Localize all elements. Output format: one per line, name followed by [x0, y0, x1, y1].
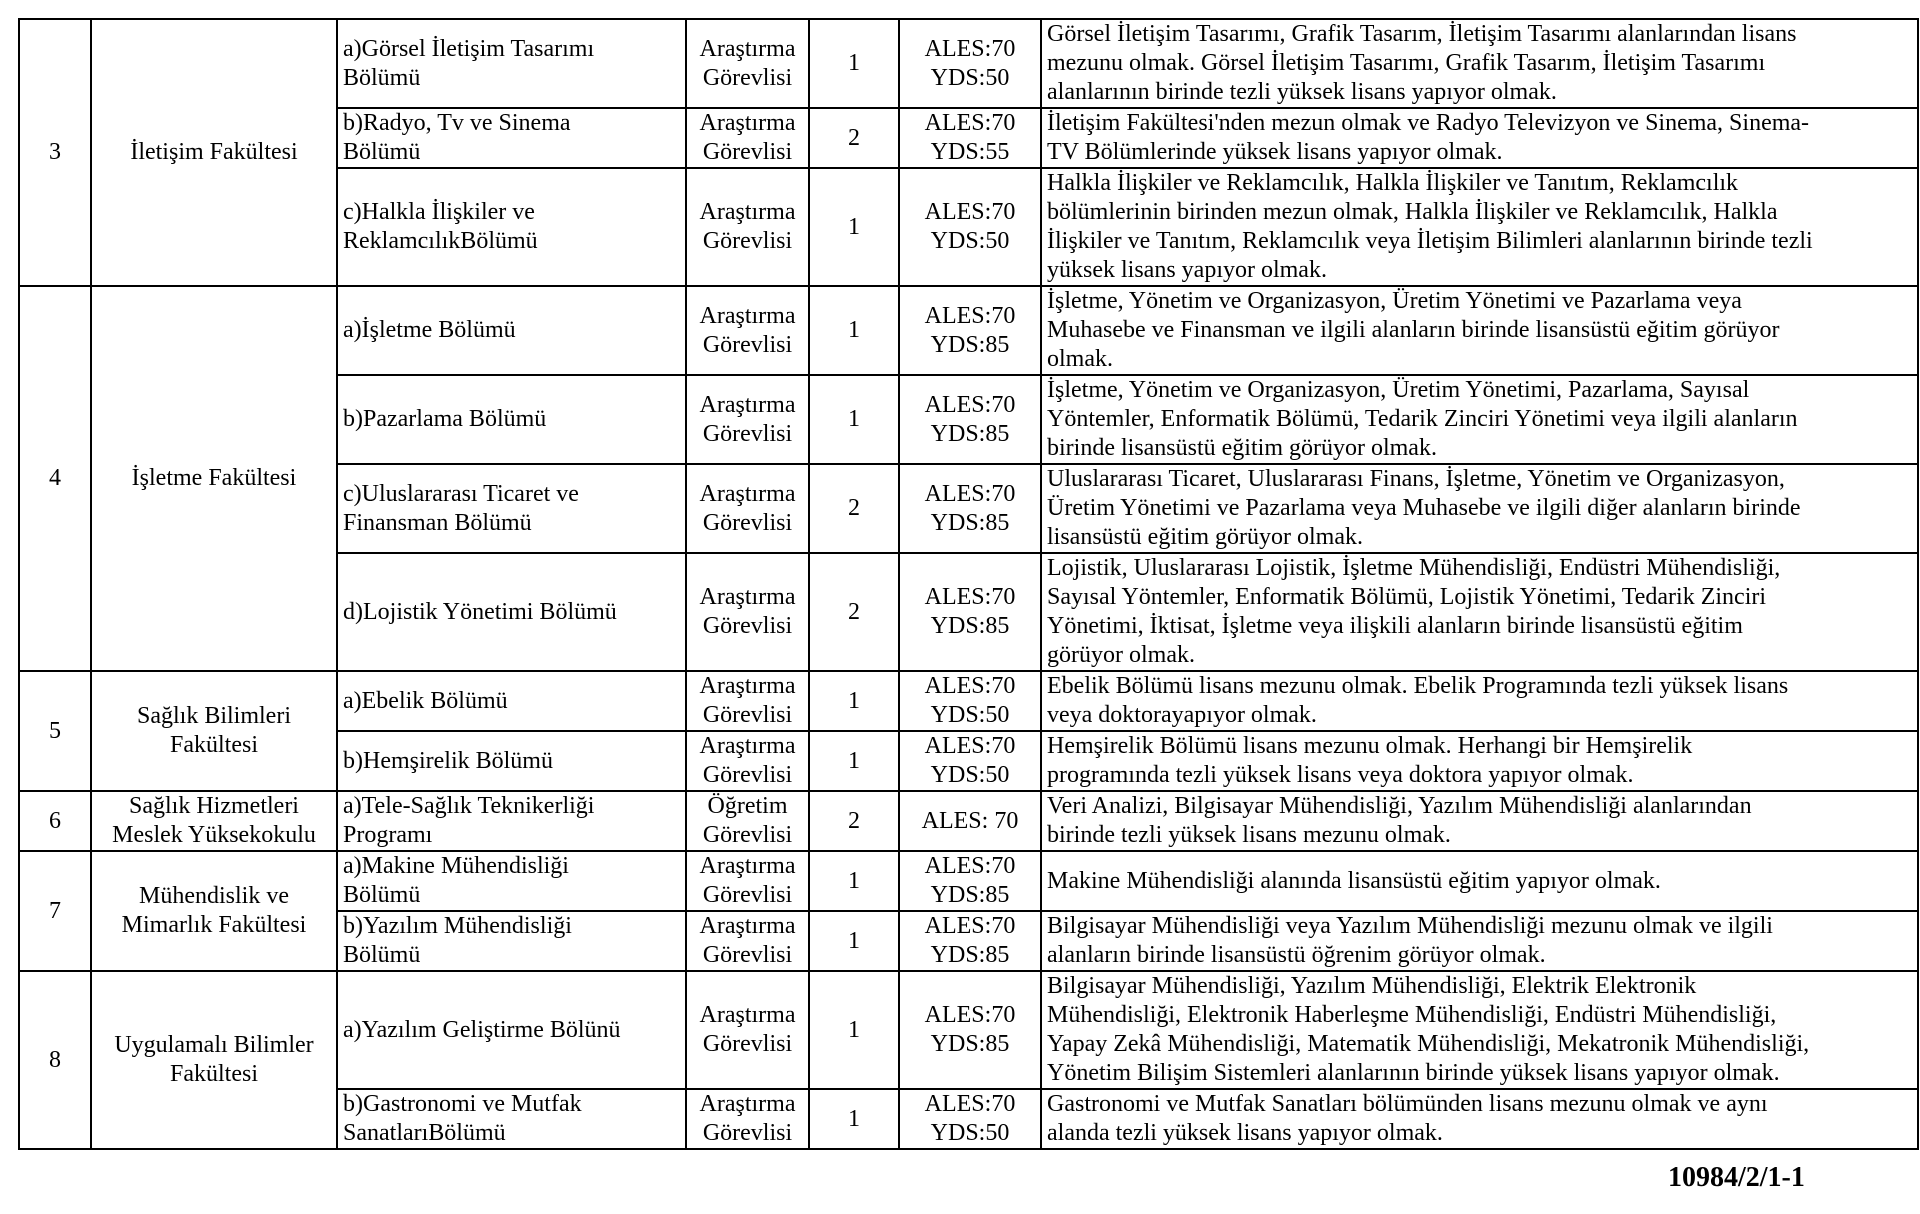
position-count: 2 [809, 791, 899, 851]
faculty-name-line: İşletme Fakültesi [131, 465, 297, 491]
department-name [337, 971, 686, 1089]
department-name [337, 1089, 686, 1149]
exam-scores-line: YDS:85 [930, 942, 1010, 968]
requirements-text [1041, 791, 1918, 851]
requirements-text-line: alanlarının birinde tezli yüksek lisans yapıyor olmak. [1047, 79, 1557, 105]
exam-scores-line: YDS:85 [930, 420, 1010, 447]
exam-scores [899, 911, 1041, 971]
department-name [337, 791, 686, 851]
requirements-text [1041, 731, 1918, 791]
requirements-text-line: bölümlerinin birinden mezun olmak, Halkla İlişkiler ve Reklamcılık, Halkla [1047, 199, 1778, 225]
row-number: 7 [19, 851, 91, 971]
position-count: 1 [809, 911, 899, 971]
row-number: 3 [19, 19, 91, 286]
table-row [19, 971, 1918, 1089]
faculty-name-line: İletişim Fakültesi [130, 139, 298, 165]
position-title [686, 464, 809, 553]
requirements-text-line: Gastronomi ve Mutfak Sanatları bölümünden lisans mezunu olmak ve aynı [1047, 1091, 1768, 1117]
faculty-name [91, 19, 337, 286]
department-name-line: c)Uluslararası Ticaret ve [343, 480, 579, 507]
position-title-line: Görevlisi [702, 1120, 793, 1146]
faculty-name [91, 791, 337, 851]
position-title-line: Görevlisi [702, 331, 793, 358]
faculty-name-line: Sağlık Hizmetleri [129, 793, 299, 819]
requirements-text-line: lisansüstü eğitim görüyor olmak. [1047, 524, 1363, 550]
position-title-line: Görevlisi [702, 420, 793, 447]
department-name-line: Bölümü [343, 64, 421, 91]
position-title-line: Görevlisi [702, 942, 793, 968]
department-name-line: ReklamcılıkBölümü [343, 228, 538, 254]
requirements-text-line: İlişkiler ve Tanıtım, Reklamcılık veya İletişim Bilimleri alanlarının birinde tezli [1047, 228, 1813, 254]
position-title-line: Görevlisi [702, 762, 793, 788]
exam-scores [899, 1089, 1041, 1149]
position-title-line: Görevlisi [702, 64, 793, 91]
table-row [19, 851, 1918, 911]
position-title [686, 19, 809, 108]
exam-scores-line: ALES: 70 [921, 807, 1019, 834]
department-name [337, 19, 686, 108]
row-number: 8 [19, 971, 91, 1149]
exam-scores [899, 971, 1041, 1089]
faculty-name-line: Meslek Yüksekokulu [112, 822, 316, 848]
requirements-text [1041, 971, 1918, 1089]
requirements-text-line: görüyor olmak. [1047, 642, 1195, 668]
exam-scores-line: ALES:70 [924, 35, 1016, 62]
requirements-text-line: yüksek lisans yapıyor olmak. [1047, 257, 1327, 283]
faculty-name-line: Uygulamalı Bilimler [114, 1032, 314, 1058]
table-row [19, 286, 1918, 375]
requirements-text [1041, 1089, 1918, 1149]
department-name [337, 108, 686, 168]
exam-scores [899, 168, 1041, 286]
requirements-text-line: Üretim Yönetimi ve Pazarlama veya Muhasebe ve ilgili diğer alanların birinde [1047, 495, 1801, 521]
exam-scores [899, 464, 1041, 553]
requirements-text [1041, 911, 1918, 971]
position-title [686, 168, 809, 286]
requirements-text-line: Bilgisayar Mühendisliği veya Yazılım Mühendisliği mezunu olmak ve ilgili [1047, 913, 1773, 939]
exam-scores-line: ALES:70 [924, 391, 1016, 418]
requirements-text-line: İşletme, Yönetim ve Organizasyon, Üretim Yönetimi, Pazarlama, Sayısal [1047, 377, 1750, 403]
department-name-line: d)Lojistik Yönetimi Bölümü [343, 598, 617, 625]
exam-scores-line: ALES:70 [924, 1091, 1016, 1117]
exam-scores [899, 851, 1041, 911]
requirements-text-line: Uluslararası Ticaret, Uluslararası Finans, İşletme, Yönetim ve Organizasyon, [1047, 466, 1785, 492]
position-title-line: Araştırma [699, 480, 796, 507]
requirements-text [1041, 375, 1918, 464]
requirements-text [1041, 464, 1918, 553]
position-title-line: Görevlisi [702, 822, 793, 848]
exam-scores-line: YDS:85 [930, 613, 1010, 639]
faculty-name [91, 286, 337, 671]
faculty-name-line: Mühendislik ve [139, 883, 289, 909]
position-title-line: Araştırma [699, 391, 796, 418]
requirements-text [1041, 671, 1918, 731]
position-count: 1 [809, 971, 899, 1089]
department-name-line: c)Halkla İlişkiler ve [343, 199, 535, 225]
exam-scores-line: YDS:50 [930, 228, 1010, 254]
requirements-text-line: Sayısal Yöntemler, Enformatik Bölümü, Lojistik Yönetimi, Tedarik Zinciri [1047, 584, 1767, 610]
exam-scores-line: ALES:70 [924, 673, 1016, 699]
position-count: 2 [809, 553, 899, 671]
department-name [337, 375, 686, 464]
faculty-name [91, 851, 337, 971]
requirements-text-line: birinde tezli yüksek lisans mezunu olmak. [1047, 822, 1451, 848]
exam-scores-line: ALES:70 [924, 913, 1016, 939]
exam-scores [899, 19, 1041, 108]
requirements-text-line: Yönetim Bilişim Sistemleri alanlarının birinde yüksek lisans yapıyor olmak. [1047, 1060, 1780, 1086]
requirements-text-line: Makine Mühendisliği alanında lisansüstü eğitim yapıyor olmak. [1047, 867, 1661, 894]
position-count: 1 [809, 286, 899, 375]
exam-scores [899, 375, 1041, 464]
requirements-text-line: Yöntemler, Enformatik Bölümü, Tedarik Zinciri Yönetimi veya ilgili alanların [1047, 406, 1798, 432]
department-name [337, 168, 686, 286]
requirements-text-line: TV Bölümlerinde yüksek lisans yapıyor olmak. [1047, 139, 1503, 165]
requirements-text-line: birinde lisansüstü eğitim görüyor olmak. [1047, 435, 1437, 461]
position-title-line: Araştırma [699, 1002, 796, 1028]
requirements-text-line: Mühendisliği, Elektronik Haberleşme Mühendisliği, Endüstri Mühendisliği, [1047, 1002, 1777, 1028]
position-title-line: Araştırma [699, 584, 796, 610]
position-count: 1 [809, 375, 899, 464]
requirements-text-line: Bilgisayar Mühendisliği, Yazılım Mühendisliği, Elektrik Elektronik [1047, 973, 1697, 999]
position-title [686, 671, 809, 731]
department-name-line: Finansman Bölümü [343, 509, 532, 536]
position-title [686, 911, 809, 971]
faculty-name-line: Mimarlık Fakültesi [121, 912, 307, 938]
position-title-line: Araştırma [699, 673, 796, 699]
requirements-text-line: alanda tezli yüksek lisans yapıyor olmak. [1047, 1120, 1443, 1146]
exam-scores-line: YDS:50 [930, 702, 1010, 728]
position-count: 1 [809, 851, 899, 911]
document-reference: 10984/2/1-1 [1668, 1162, 1805, 1193]
exam-scores-line: YDS:50 [930, 1120, 1010, 1146]
row-number: 6 [19, 791, 91, 851]
position-title-line: Görevlisi [702, 509, 793, 536]
department-name-line: Bölümü [343, 942, 421, 968]
exam-scores-line: ALES:70 [924, 302, 1016, 329]
exam-scores-line: ALES:70 [924, 733, 1016, 759]
exam-scores-line: ALES:70 [924, 1002, 1016, 1028]
position-title [686, 286, 809, 375]
requirements-text [1041, 168, 1918, 286]
exam-scores [899, 671, 1041, 731]
position-title [686, 375, 809, 464]
position-title-line: Görevlisi [702, 1031, 793, 1057]
department-name-line: SanatlarıBölümü [343, 1120, 506, 1146]
exam-scores-line: YDS:50 [930, 64, 1010, 91]
exam-scores [899, 553, 1041, 671]
position-title [686, 108, 809, 168]
exam-scores-line: ALES:70 [924, 853, 1016, 879]
exam-scores [899, 286, 1041, 375]
position-title-line: Görevlisi [702, 228, 793, 254]
department-name [337, 286, 686, 375]
position-title [686, 553, 809, 671]
exam-scores-line: ALES:70 [924, 584, 1016, 610]
requirements-text-line: olmak. [1047, 346, 1113, 372]
exam-scores-line: YDS:85 [930, 331, 1010, 358]
exam-scores [899, 731, 1041, 791]
exam-scores-line: YDS:85 [930, 882, 1010, 908]
department-name [337, 553, 686, 671]
requirements-text [1041, 286, 1918, 375]
requirements-text-line: Yönetimi, İktisat, İşletme veya ilişkili alanların birinde lisansüstü eğitim [1047, 613, 1743, 639]
requirements-text-line: İşletme, Yönetim ve Organizasyon, Üretim Yönetimi ve Pazarlama veya [1047, 288, 1742, 314]
table-row [19, 791, 1918, 851]
department-name [337, 671, 686, 731]
department-name-line: a)Görsel İletişim Tasarımı [343, 35, 595, 62]
department-name-line: b)Radyo, Tv ve Sinema [343, 110, 571, 136]
table-row [19, 671, 1918, 731]
exam-scores-line: YDS:50 [930, 762, 1010, 788]
exam-scores-line: ALES:70 [924, 480, 1016, 507]
requirements-text-line: Görsel İletişim Tasarımı, Grafik Tasarım, İletişim Tasarımı alanlarından lisans [1047, 21, 1797, 47]
position-title-line: Araştırma [699, 110, 796, 136]
requirements-text-line: Hemşirelik Bölümü lisans mezunu olmak. Herhangi bir Hemşirelik [1047, 733, 1693, 759]
requirements-text-line: Halkla İlişkiler ve Reklamcılık, Halkla İlişkiler ve Tanıtım, Reklamcılık [1047, 170, 1739, 196]
department-name-line: a)Ebelik Bölümü [343, 687, 508, 714]
exam-scores-line: ALES:70 [924, 199, 1016, 225]
position-title [686, 731, 809, 791]
position-title [686, 1089, 809, 1149]
position-title-line: Görevlisi [702, 882, 793, 908]
faculty-name-line: Fakültesi [170, 1061, 258, 1087]
position-title-line: Araştırma [699, 302, 796, 329]
position-title-line: Araştırma [699, 1091, 796, 1117]
requirements-text [1041, 553, 1918, 671]
requirements-text-line: İletişim Fakültesi'nden mezun olmak ve Radyo Televizyon ve Sinema, Sinema- [1047, 110, 1810, 136]
position-title-line: Görevlisi [702, 702, 793, 728]
position-count: 1 [809, 1089, 899, 1149]
position-title-line: Araştırma [699, 913, 796, 939]
requirements-text-line: Ebelik Bölümü lisans mezunu olmak. Ebelik Programında tezli yüksek lisans [1047, 673, 1789, 699]
requirements-text-line: veya doktorayapıyor olmak. [1047, 702, 1317, 728]
requirements-text-line: mezunu olmak. Görsel İletişim Tasarımı, Grafik Tasarım, İletişim Tasarımı [1047, 50, 1766, 76]
position-title-line: Görevlisi [702, 139, 793, 165]
position-title-line: Araştırma [699, 199, 796, 225]
department-name-line: a)İşletme Bölümü [343, 317, 516, 343]
department-name-line: b)Yazılım Mühendisliği [343, 913, 572, 939]
faculty-name-line: Sağlık Bilimleri [137, 703, 291, 729]
department-name [337, 851, 686, 911]
exam-scores-line: YDS:85 [930, 509, 1010, 536]
faculty-name [91, 671, 337, 791]
requirements-text-line: Veri Analizi, Bilgisayar Mühendisliği, Yazılım Mühendisliği alanlarından [1047, 793, 1752, 819]
table-row [19, 19, 1918, 108]
position-title [686, 971, 809, 1089]
position-title-line: Araştırma [699, 35, 796, 62]
department-name-line: a)Yazılım Geliştirme Bölünü [343, 1016, 621, 1043]
requirements-text-line: Yapay Zekâ Mühendisliği, Matematik Mühendisliği, Mekatronik Mühendisliği, [1047, 1031, 1810, 1057]
department-name-line: a)Tele-Sağlık Teknikerliği [343, 793, 595, 819]
department-name [337, 464, 686, 553]
exam-scores-line: YDS:55 [930, 139, 1010, 165]
position-count: 1 [809, 19, 899, 108]
position-title-line: Görevlisi [702, 613, 793, 639]
position-title-line: Öğretim [707, 793, 788, 819]
row-number: 5 [19, 671, 91, 791]
position-title-line: Araştırma [699, 853, 796, 879]
requirements-text-line: alanların birinde lisansüstü öğrenim görüyor olmak. [1047, 942, 1546, 968]
department-name-line: a)Makine Mühendisliği [343, 853, 569, 879]
requirements-text-line: Muhasebe ve Finansman ve ilgili alanların birinde lisansüstü eğitim görüyor [1047, 317, 1780, 343]
exam-scores [899, 108, 1041, 168]
position-title [686, 851, 809, 911]
table-body [19, 19, 1918, 1149]
row-number: 4 [19, 286, 91, 671]
requirements-text [1041, 108, 1918, 168]
position-title-line: Araştırma [699, 733, 796, 759]
department-name-line: Bölümü [343, 139, 421, 165]
department-name-line: b)Gastronomi ve Mutfak [343, 1091, 582, 1117]
department-name-line: b)Hemşirelik Bölümü [343, 747, 553, 774]
department-name [337, 731, 686, 791]
exam-scores [899, 791, 1041, 851]
department-name-line: Programı [343, 822, 433, 848]
faculty-name [91, 971, 337, 1149]
faculty-name-line: Fakültesi [170, 732, 258, 758]
requirements-text [1041, 19, 1918, 108]
requirements-text-line: Lojistik, Uluslararası Lojistik, İşletme Mühendisliği, Endüstri Mühendisliği, [1047, 555, 1781, 581]
position-count: 2 [809, 108, 899, 168]
exam-scores-line: ALES:70 [924, 110, 1016, 136]
position-count: 1 [809, 168, 899, 286]
staff-requirements-table [18, 18, 1919, 1150]
position-count: 1 [809, 731, 899, 791]
exam-scores-line: YDS:85 [930, 1031, 1010, 1057]
position-title [686, 791, 809, 851]
department-name-line: b)Pazarlama Bölümü [343, 406, 547, 432]
position-count: 2 [809, 464, 899, 553]
department-name [337, 911, 686, 971]
requirements-text [1041, 851, 1918, 911]
requirements-text-line: programında tezli yüksek lisans veya doktora yapıyor olmak. [1047, 762, 1634, 788]
position-count: 1 [809, 671, 899, 731]
department-name-line: Bölümü [343, 882, 421, 908]
